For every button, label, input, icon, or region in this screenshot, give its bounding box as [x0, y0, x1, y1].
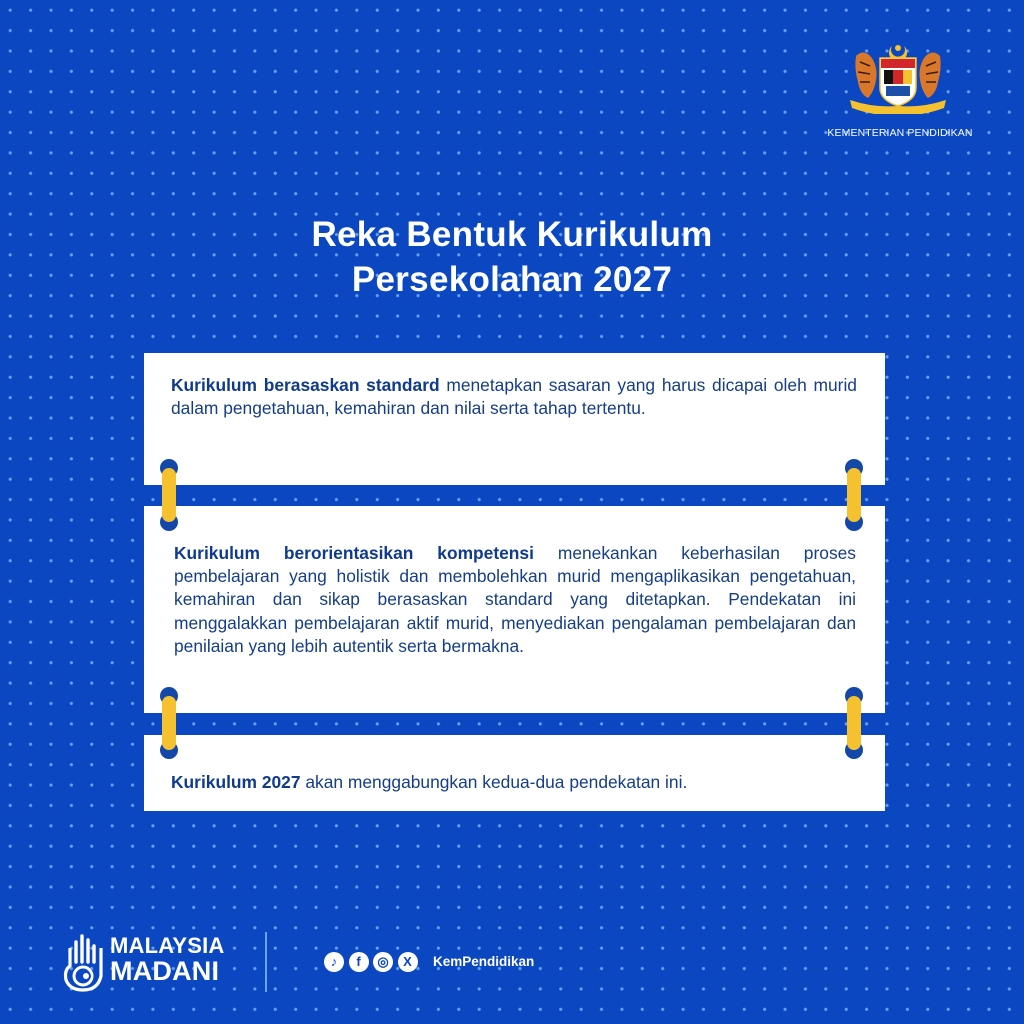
x-icon[interactable]: X — [398, 952, 418, 972]
title-line-2: Persekolahan 2027 — [351, 260, 673, 299]
card-body: menetapkan sasaran yang harus dicapai oleh murid dalam pengetahuan, kemahiran dan nilai serta tahap tertentu. — [171, 375, 857, 419]
card-competency-oriented — [144, 506, 885, 713]
coat-of-arms-icon — [846, 42, 950, 114]
madani-hand-icon — [62, 932, 104, 992]
malaysia-madani-logo — [110, 935, 224, 985]
ring-connector-icon — [845, 687, 863, 759]
card-lead: Kurikulum berasaskan standard — [171, 375, 440, 395]
title-line-1: Reka Bentuk Kurikulum — [311, 215, 713, 254]
ring-connector-icon — [160, 687, 178, 759]
card-body: akan menggabungkan kedua-dua pendekatan ini. — [300, 772, 688, 792]
social-handle[interactable]: KemPendidikan — [433, 954, 535, 969]
card-lead: Kurikulum 2027 — [171, 772, 301, 792]
ministry-label: KEMENTERIAN PENDIDIKAN — [827, 127, 973, 139]
brand-line-1: MALAYSIA — [110, 933, 225, 958]
tiktok-icon[interactable]: ♪ — [324, 952, 344, 972]
card-lead: Kurikulum berorientasikan kompetensi — [174, 543, 534, 563]
card-standard-based — [144, 353, 885, 485]
page-title — [0, 212, 1024, 302]
ring-connector-icon — [160, 459, 178, 531]
card-body: menekankan keberhasilan proses pembelajaran yang holistik dan membolehkan murid mengaplikasikan pengetahuan, kemahiran dan sikap berasaskan standard yang ditetapkan. Pendekatan ini menggalakkan pembelajaran aktif murid, menyediakan pengalaman pembelajaran dan penilaian yang lebih autentik serta bermakna. — [174, 543, 857, 656]
card-kurikulum-2027 — [144, 735, 885, 811]
instagram-icon[interactable]: ◎ — [373, 952, 393, 972]
footer-divider — [265, 932, 267, 992]
brand-line-2: MADANI — [110, 956, 220, 986]
social-icons — [324, 952, 418, 972]
ring-connector-icon — [845, 459, 863, 531]
facebook-icon[interactable]: f — [349, 952, 369, 972]
